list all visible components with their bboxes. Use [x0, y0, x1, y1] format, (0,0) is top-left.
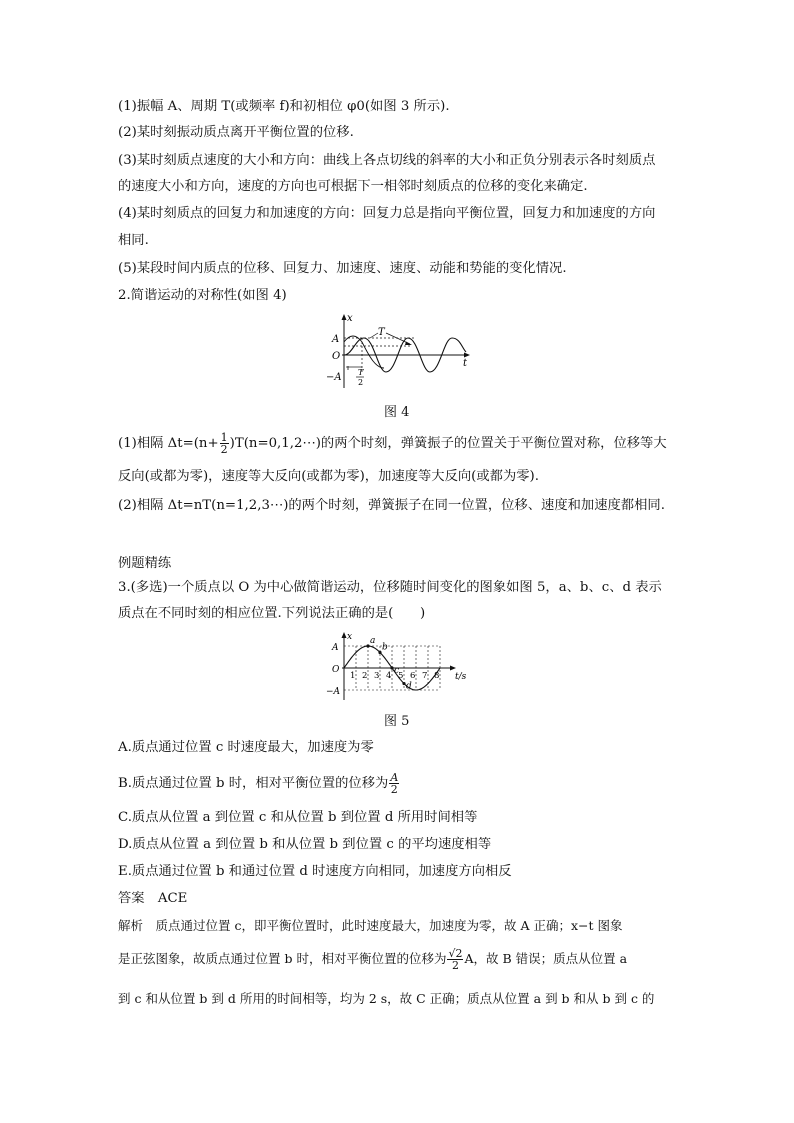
point-2: (2)某时刻振动质点离开平衡位置的位移. — [118, 125, 354, 140]
fig5-t-arrow — [450, 666, 456, 671]
symmetry-1-line-1 — [118, 432, 667, 455]
fig5-tick-label: 5 — [398, 671, 404, 681]
fig5-tick-label: 7 — [422, 671, 428, 681]
fig4-O-label: O — [332, 351, 341, 362]
fig5-tick-label: 6 — [410, 671, 416, 681]
symmetry-1-fraction — [220, 432, 229, 455]
symmetry-1-fraction-den: 2 — [220, 443, 228, 456]
point-3-line-2: 的速度大小和方向，速度的方向也可根据下一相邻时刻质点的位移的变化来确定. — [118, 179, 588, 194]
fig4-x-label: x — [347, 313, 353, 324]
example-heading: 例题精练 — [118, 556, 172, 571]
fig5-tick-label: 2 — [362, 671, 368, 681]
analysis-fraction-den: 2 — [451, 959, 459, 972]
fig5-ts-label: t/s — [455, 672, 467, 682]
fig4-A-label: A — [332, 334, 340, 345]
figure-4-caption: 图 4 — [384, 405, 410, 420]
fig5-x-arrow — [342, 632, 347, 638]
analysis-fraction-num: √2 — [448, 947, 463, 960]
option-b — [118, 772, 400, 795]
point-3-line-1: (3)某时刻质点速度的大小和方向：曲线上各点切线的斜率的大小和正负分别表示各时刻质点 — [118, 153, 656, 168]
fig5-O-label: O — [332, 665, 340, 675]
analysis-line-1: 解析 质点通过位置 c，即平衡位置时，此时速度最大，加速度为零，故 A 正确；x−t 图象 — [118, 918, 623, 933]
fig5-negA-label: −A — [326, 687, 341, 697]
fig5-point-label-c: c — [394, 666, 400, 676]
section-2-title: 2.简谐运动的对称性(如图 4) — [118, 288, 287, 303]
fig4-halfT-den: 2 — [358, 378, 364, 387]
option-a: A.质点通过位置 c 时速度最大，加速度为零 — [118, 740, 374, 755]
option-b-fraction-den: 2 — [390, 783, 398, 796]
point-5: (5)某段时间内质点的位移、回复力、加速度、速度、动能和势能的变化情况. — [118, 261, 567, 276]
analysis-line-2-text: 是正弦图象，故质点通过位置 b 时，相对平衡位置的位移为 — [118, 951, 447, 966]
answer: 答案 ACE — [118, 891, 188, 906]
question-line-2: 质点在不同时刻的相应位置.下列说法正确的是( ) — [118, 606, 426, 621]
symmetry-2: (2)相隔 Δt=nT(n=1,2,3⋯)的两个时刻，弹簧振子在同一位置，位移、速度和加速度都相同. — [118, 498, 665, 513]
symmetry-1-prefix: (1)相隔 Δt=(n+ — [118, 436, 219, 451]
option-b-fraction-num: A — [390, 771, 399, 784]
fig4-halfT-num: T — [358, 368, 364, 377]
question-line-1: 3.(多选)一个质点以 O 为中心做简谐运动，位移随时间变化的图象如图 5，a、b、c、d 表示 — [118, 580, 662, 595]
fig5-tick-label: 1 — [350, 671, 356, 681]
figure-5 — [326, 630, 474, 702]
symmetry-1-suffix: )T(n=0,1,2⋯)的两个时刻，弹簧振子的位置关于平衡位置对称，位移等大 — [229, 436, 667, 451]
fig5-x-label: x — [347, 632, 353, 642]
option-e: E.质点通过位置 b 和通过位置 d 时速度方向相同，加速度方向相反 — [118, 864, 512, 879]
fig4-t-label: t — [463, 358, 468, 369]
point-1: (1)振幅 A、周期 T(或频率 f)和初相位 φ0(如图 3 所示). — [118, 99, 450, 114]
fig5-tick-label: 8 — [434, 671, 440, 681]
point-4-line-1: (4)某时刻质点的回复力和加速度的方向：回复力总是指向平衡位置，回复力和加速度的方向 — [118, 206, 656, 221]
fig5-point-label-d: d — [406, 681, 412, 692]
fig5-point-label-b: b — [382, 642, 388, 653]
option-d: D.质点从位置 a 到位置 b 和从位置 b 到位置 c 的平均速度相等 — [118, 837, 492, 852]
symmetry-1-fraction-num: 1 — [220, 431, 228, 444]
fig5-A-label: A — [332, 643, 339, 653]
figure-4 — [322, 312, 474, 392]
fig5-tick-label: 3 — [374, 671, 380, 681]
fig4-negA-label: −A — [326, 372, 342, 383]
fig5-point-label-a: a — [370, 636, 376, 646]
analysis-line-3: 到 c 和从位置 b 到 d 所用的时间相等，均为 2 s，故 C 正确；质点从位置 a 到 b 和从 b 到 c 的 — [118, 991, 655, 1006]
point-4-line-2: 相同. — [118, 233, 149, 248]
fig4-T-label: T — [378, 327, 385, 338]
analysis-fraction — [447, 948, 463, 971]
option-b-text: B.质点通过位置 b 时，相对平衡位置的位移为 — [118, 776, 389, 791]
fig5-tick-label: 4 — [386, 671, 392, 681]
analysis-line-2-suffix: A，故 B 错误；质点从位置 a — [464, 951, 628, 966]
analysis-line-2 — [118, 948, 627, 971]
option-c: C.质点从位置 a 到位置 c 和从位置 b 到位置 d 所用时间相等 — [118, 810, 478, 825]
symmetry-1-line-2: 反向(或都为零)，速度等大反向(或都为零)，加速度等大反向(或都为零). — [118, 469, 539, 484]
figure-5-caption: 图 5 — [384, 714, 410, 729]
option-b-fraction — [389, 772, 399, 795]
